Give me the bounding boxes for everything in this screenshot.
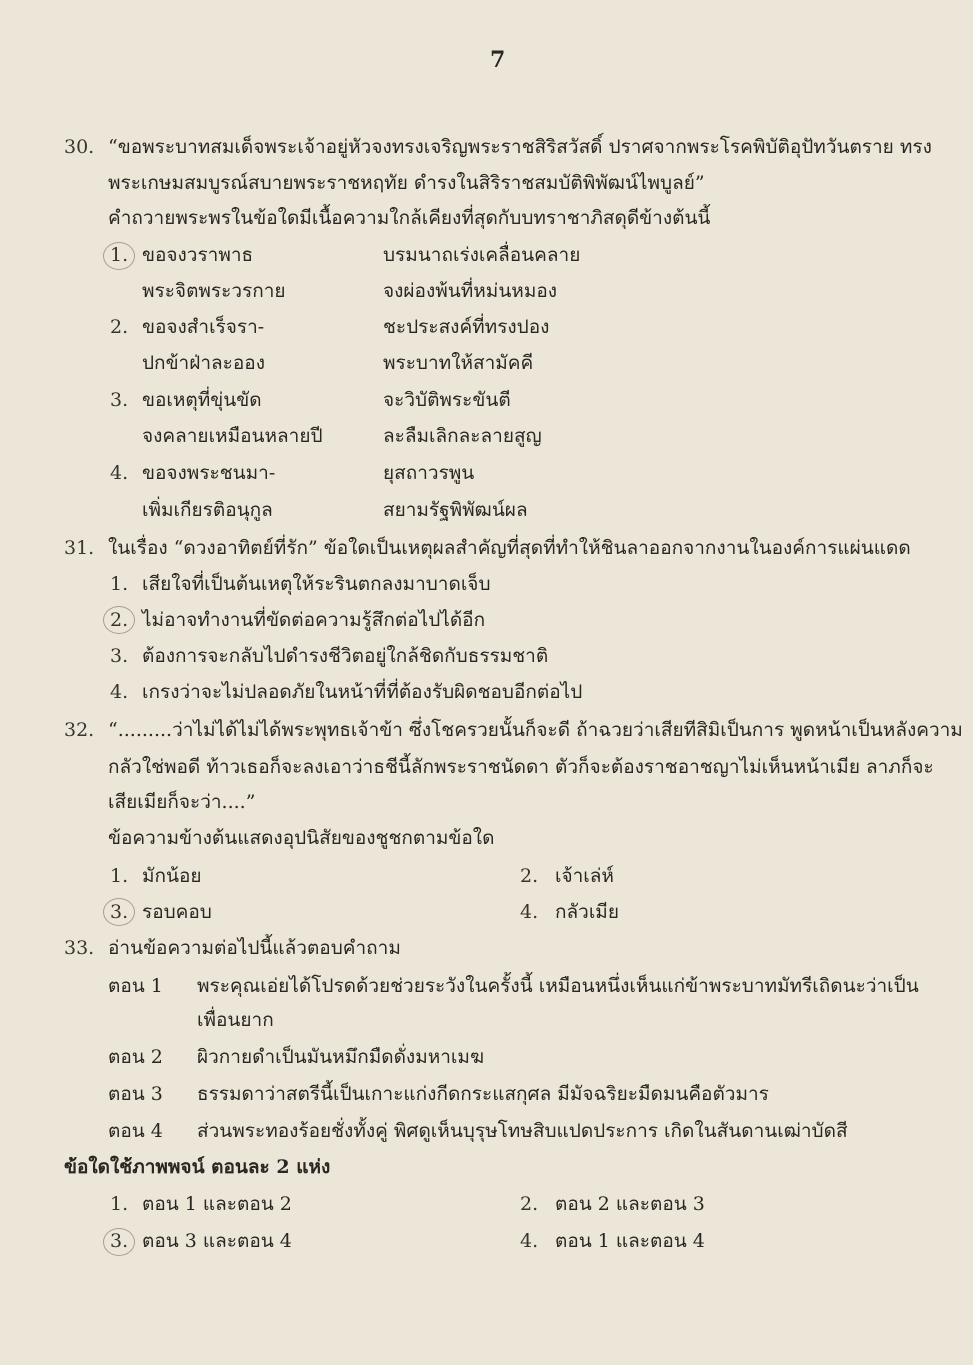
option-30-2-line: ขอจงสำเร็จรา- bbox=[142, 316, 265, 338]
option-number: 1. bbox=[110, 1193, 129, 1215]
question-30-number: 30. bbox=[64, 136, 95, 158]
question-32-number: 32. bbox=[64, 719, 95, 741]
option-30-1-line: ขอจงวราพาธ bbox=[142, 244, 254, 266]
option-number: 3. bbox=[110, 645, 129, 667]
option-32-2: เจ้าเล่ห์ bbox=[555, 865, 614, 887]
option-30-4-line: สยามรัฐพิพัฒน์ผล bbox=[383, 499, 528, 521]
option-number: 2. bbox=[110, 316, 129, 338]
passage-text: ส่วนพระทองร้อยชั่งทั้งคู่ พิศดูเห็นบุรุษโทษสิบแปดประการ เกิดในสันดานเฒ่าบัดสี bbox=[197, 1120, 848, 1142]
passage-text: ธรรมดาว่าสตรีนี้เป็นเกาะแก่งกีดกระแสกุศล มีมัจฉริยะมืดมนคือตัวมาร bbox=[197, 1083, 769, 1105]
option-32-3: รอบคอบ bbox=[142, 901, 212, 923]
question-33-intro: อ่านข้อความต่อไปนี้แล้วตอบคำถาม bbox=[108, 937, 401, 959]
option-number: 1. bbox=[110, 865, 129, 887]
option-32-4: กลัวเมีย bbox=[555, 901, 619, 923]
option-30-1-line: บรมนาถเร่งเคลื่อนคลาย bbox=[383, 244, 581, 266]
passage-text: ผิวกายดำเป็นมันหมึกมืดดั่งมหาเมฆ bbox=[197, 1046, 485, 1068]
question-30-line: พระเกษมสมบูรณ์สบายพระราชหฤทัย ดำรงในสิริราชสมบัติพิพัฒน์ไพบูลย์” bbox=[108, 172, 705, 194]
question-32-line: “.........ว่าไม่ได้ไม่ได้พระพุทธเจ้าข้า ซึ่งโชครวยนั้นก็จะดี ถ้าฉวยว่าเสียทีสิมิเป็นการ พูดหน้าเป็นหลังความ bbox=[108, 719, 963, 741]
option-32-1: มักน้อย bbox=[142, 865, 202, 887]
option-number: 4. bbox=[110, 462, 129, 484]
passage-text: เพื่อนยาก bbox=[197, 1009, 274, 1031]
option-number: 3. bbox=[110, 389, 129, 411]
option-number: 2. bbox=[110, 609, 129, 631]
question-32-prompt: ข้อความข้างต้นแสดงอุปนิสัยของชูชกตามข้อใด bbox=[108, 827, 495, 849]
option-number: 3. bbox=[110, 1230, 129, 1252]
option-number: 1. bbox=[110, 573, 129, 595]
option-number: 2. bbox=[520, 1193, 539, 1215]
option-30-2-line: ชะประสงค์ที่ทรงปอง bbox=[383, 316, 550, 338]
option-30-1-line: พระจิตพระวรกาย bbox=[142, 280, 286, 302]
passage-label: ตอน 3 bbox=[108, 1083, 163, 1105]
option-33-3: ตอน 3 และตอน 4 bbox=[142, 1230, 292, 1252]
passage-label: ตอน 2 bbox=[108, 1046, 163, 1068]
option-30-3-line: จะวิบัติพระขันตี bbox=[383, 389, 511, 411]
option-30-4-line: ยุสถาวรพูน bbox=[383, 462, 475, 484]
question-32-line: เสียเมียก็จะว่า....” bbox=[108, 791, 256, 813]
page-number: 7 bbox=[490, 47, 506, 73]
option-30-4-line: ขอจงพระชนมา- bbox=[142, 462, 276, 484]
passage-label: ตอน 1 bbox=[108, 975, 163, 997]
option-number: 4. bbox=[110, 681, 129, 703]
question-30-line: “ขอพระบาทสมเด็จพระเจ้าอยู่หัวจงทรงเจริญพระราชสิริสวัสดิ์ ปราศจากพระโรคพิบัติอุปัทวันตราย ทรง bbox=[108, 136, 932, 158]
option-30-2-line: พระบาทให้สามัคคี bbox=[383, 352, 534, 374]
option-33-2: ตอน 2 และตอน 3 bbox=[555, 1193, 705, 1215]
question-31-text: ในเรื่อง “ดวงอาทิตย์ที่รัก” ข้อใดเป็นเหตุผลสำคัญที่สุดที่ทำให้ชินลาออกจากงานในองค์การแผ่นแดด bbox=[108, 537, 911, 559]
option-number: 4. bbox=[520, 901, 539, 923]
option-30-1-line: จงผ่องพ้นที่หม่นหมอง bbox=[383, 280, 558, 302]
option-number: 2. bbox=[520, 865, 539, 887]
option-31-1: เสียใจที่เป็นต้นเหตุให้ระรินตกลงมาบาดเจ็บ bbox=[142, 573, 491, 595]
option-number: 4. bbox=[520, 1230, 539, 1252]
option-31-2: ไม่อาจทำงานที่ขัดต่อความรู้สึกต่อไปได้อีก bbox=[142, 609, 486, 631]
option-30-4-line: เพิ่มเกียรติอนุกูล bbox=[142, 499, 273, 521]
passage-text: พระคุณเอ่ยได้โปรดด้วยช่วยระวังในครั้งนี้ เหมือนหนึ่งเห็นแก่ข้าพระบาทมัทรีเถิดนะว่าเป็น bbox=[197, 975, 919, 997]
option-33-1: ตอน 1 และตอน 2 bbox=[142, 1193, 292, 1215]
question-32-line: กลัวใช่พอดี ท้าวเธอก็จะลงเอาว่าธชีนี้ลักพระราชนัดดา ตัวก็จะต้องราชอาชญาไม่เห็นหน้าเมีย ลาภก็จะ bbox=[108, 756, 934, 778]
option-30-3-line: จงคลายเหมือนหลายปี bbox=[142, 425, 323, 447]
question-33-prompt: ข้อใดใช้ภาพพจน์ ตอนละ 2 แห่ง bbox=[64, 1156, 331, 1178]
question-31-number: 31. bbox=[64, 537, 95, 559]
option-33-4: ตอน 1 และตอน 4 bbox=[555, 1230, 705, 1252]
option-30-2-line: ปกข้าฝ่าละออง bbox=[142, 352, 265, 374]
question-33-number: 33. bbox=[64, 937, 95, 959]
option-30-3-line: ขอเหตุที่ขุ่นขัด bbox=[142, 389, 262, 411]
option-number: 3. bbox=[110, 901, 129, 923]
option-31-3: ต้องการจะกลับไปดำรงชีวิตอยู่ใกล้ชิดกับธรรมชาติ bbox=[142, 645, 549, 667]
option-31-4: เกรงว่าจะไม่ปลอดภัยในหน้าที่ที่ต้องรับผิดชอบอีกต่อไป bbox=[142, 681, 583, 703]
question-30-prompt: คำถวายพระพรในข้อใดมีเนื้อความใกล้เคียงที่สุดกับบทราชาภิสดุดีข้างต้นนี้ bbox=[108, 207, 711, 229]
passage-label: ตอน 4 bbox=[108, 1120, 163, 1142]
option-number: 1. bbox=[110, 244, 129, 266]
option-30-3-line: ละลืมเลิกละลายสูญ bbox=[383, 425, 542, 447]
